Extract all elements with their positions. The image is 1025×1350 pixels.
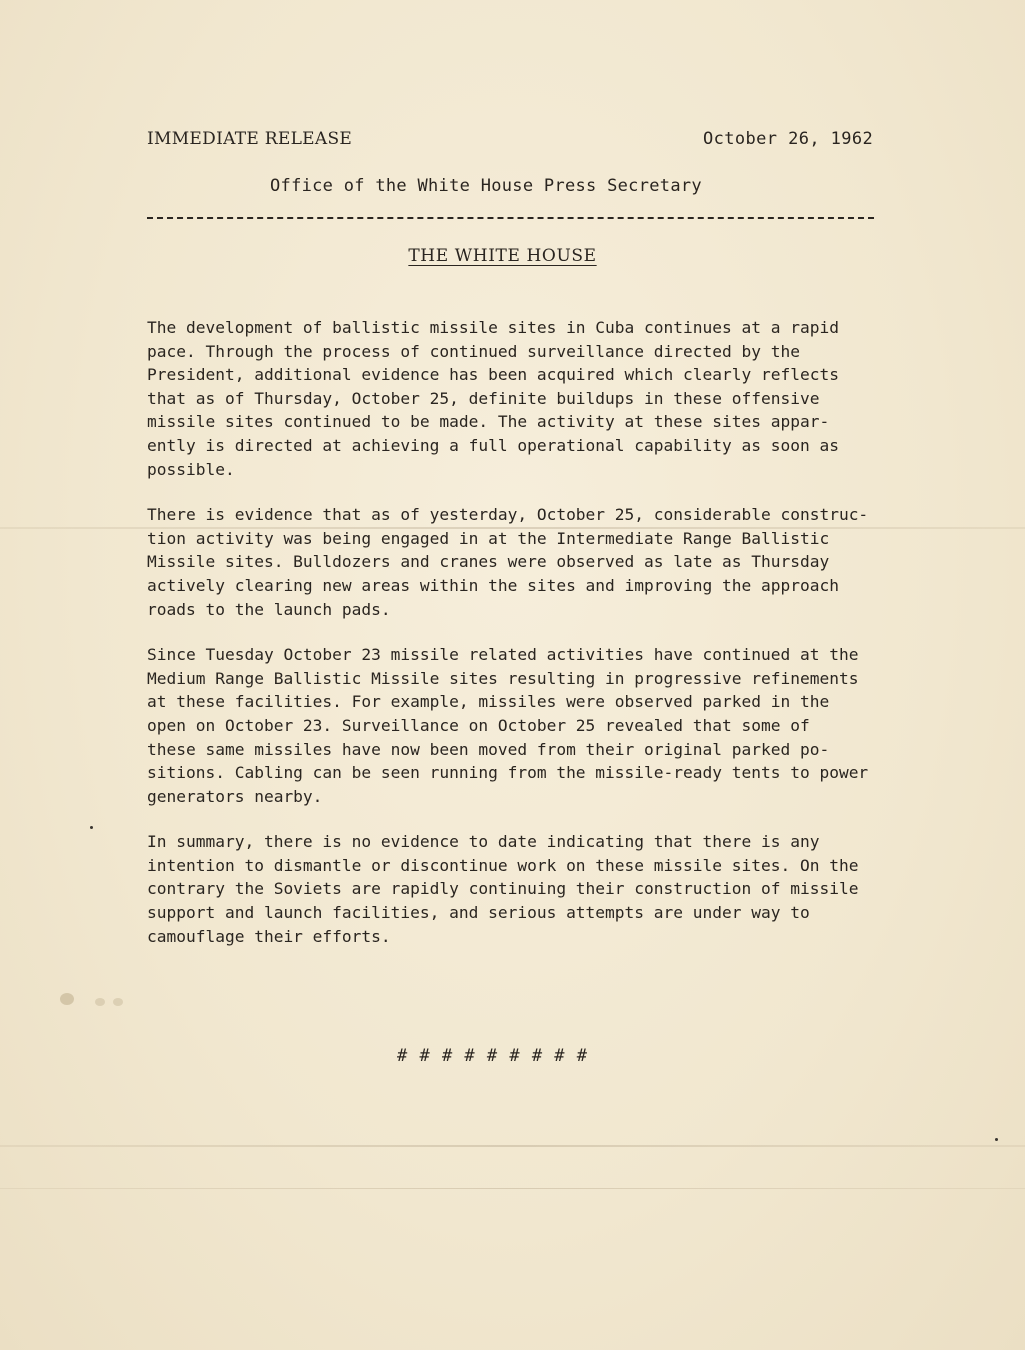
paragraph: In summary, there is no evidence to date indicating that there is any intention to dismantle or discontinue work on these missile sites. On the contrary the Soviets are rapidly continuing their construction of missile support and launch facilities, and serious attempts are under way to camouflage their efforts.: [147, 832, 859, 946]
paper-stain: [60, 993, 74, 1005]
paper-speck: [90, 826, 93, 829]
dashed-divider: [147, 217, 874, 219]
paper-speck: [995, 1138, 998, 1141]
paper-fold-line: [0, 1145, 1025, 1147]
body-text: [147, 316, 947, 970]
end-marks: # # # # # # # # #: [397, 1046, 588, 1066]
paragraph: There is evidence that as of yesterday, October 25, considerable construc- tion activity was being engaged in at the Intermediate Range Ballistic Missile sites. Bulldozers and cranes were observed as late as Thursday actively clearing new areas within the sites and improving the approach roads to the launch pads.: [147, 505, 869, 619]
release-label: IMMEDIATE RELEASE: [147, 129, 353, 149]
paper-fold-line: [0, 1188, 1025, 1189]
release-date: October 26, 1962: [703, 129, 874, 149]
document-title: THE WHITE HOUSE: [408, 246, 597, 266]
office-line: Office of the White House Press Secretary: [270, 176, 702, 196]
paper-stain: [95, 998, 105, 1006]
paragraph: Since Tuesday October 23 missile related activities have continued at the Medium Range Ballistic Missile sites resulting in progressive refinements at these facilities. For example, missiles were observed parked in the open on October 23. Surveillance on October 25 revealed that some of these same missiles have now been moved from their original parked po- sitions. Cabling can be seen running from the missile-ready tents to power generators nearby.: [147, 645, 869, 806]
paper-stain: [113, 998, 123, 1006]
paragraph: The development of ballistic missile sites in Cuba continues at a rapid pace. Through the process of continued surveillance directed by the President, additional evidence has been acquired which clearly reflects that as of Thursday, October 25, definite buildups in these offensive missile sites continued to be made. The activity at these sites appar- ently is directed at achieving a full operational capability as soon as possible.: [147, 318, 839, 479]
